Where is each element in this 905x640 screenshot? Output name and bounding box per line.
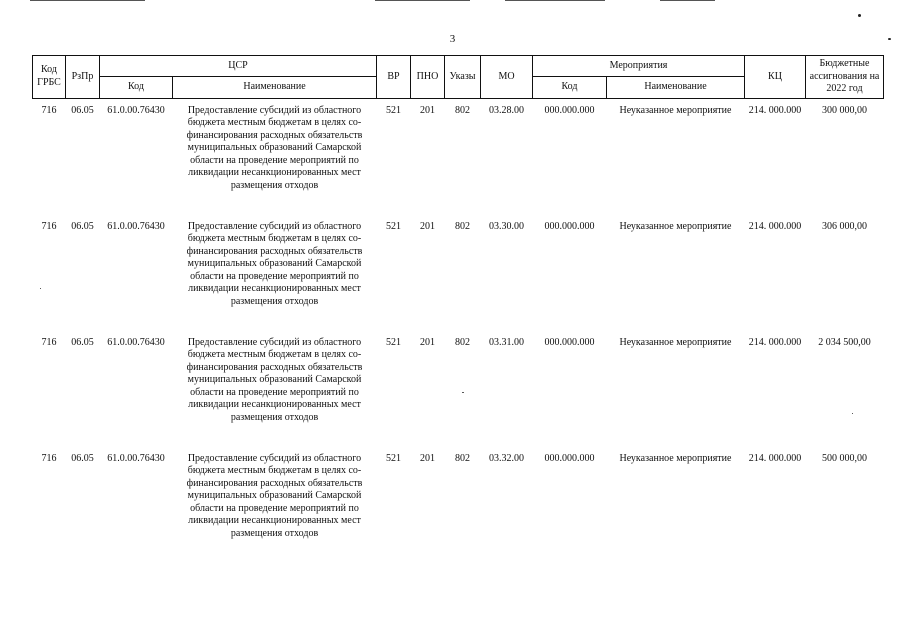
col-header-kod-grbs: Код ГРБС — [33, 56, 66, 99]
cell-kc: 214. 000.000 — [748, 104, 802, 116]
cell-rzpr: 06.05 — [71, 104, 94, 116]
cell-pno: 201 — [420, 336, 435, 348]
col-header-ukazy: Указы — [445, 56, 481, 99]
cell-mer-name: Неуказанное мероприятие — [619, 336, 732, 348]
cell-ukaz: 802 — [455, 220, 470, 232]
cell-grbs: 716 — [41, 336, 57, 348]
col-header-pno: ПНО — [411, 56, 445, 99]
table-row — [33, 215, 884, 331]
cell-vr: 521 — [386, 336, 401, 348]
cell-mer-kod: 000.000.000 — [544, 336, 595, 348]
cell-amount: 500 000,00 — [822, 452, 867, 464]
cell-csr: 61.0.00.76430 — [107, 452, 165, 464]
cell-rzpr: 06.05 — [71, 336, 94, 348]
cell-mer-name: Неуказанное мероприятие — [619, 452, 732, 464]
col-header-mo: МО — [481, 56, 533, 99]
cell-csr: 61.0.00.76430 — [107, 220, 165, 232]
cell-ukaz: 802 — [455, 104, 470, 116]
cell-vr: 521 — [386, 220, 401, 232]
cell-grbs: 716 — [41, 452, 57, 464]
budget-table — [32, 55, 884, 563]
cell-name: Предоставление субсидий из областного бюджета местным бюджетам в целях со-финансирования расходных обязательств муниципальных образований Самарской области на проведение мероприятий по ликвидации несанкционированных мест размещения отходов — [186, 104, 363, 191]
cell-pno: 201 — [420, 220, 435, 232]
table-row — [33, 447, 884, 563]
cell-mer-kod: 000.000.000 — [544, 104, 595, 116]
cell-grbs: 716 — [41, 220, 57, 232]
cell-mer-name: Неуказанное мероприятие — [619, 220, 732, 232]
col-header-vr: ВР — [377, 56, 411, 99]
table-row — [33, 331, 884, 447]
cell-mer-kod: 000.000.000 — [544, 220, 595, 232]
cell-kc: 214. 000.000 — [748, 336, 802, 348]
page-number: 3 — [449, 33, 456, 45]
cell-rzpr: 06.05 — [71, 452, 94, 464]
scan-edge-line — [30, 0, 145, 1]
cell-csr: 61.0.00.76430 — [107, 336, 165, 348]
cell-name: Предоставление субсидий из областного бюджета местным бюджетам в целях со-финансирования расходных обязательств муниципальных образований Самарской области на проведение мероприятий по ликвидации несанкционированных мест размещения отходов — [186, 336, 363, 423]
cell-mo: 03.31.00 — [489, 336, 524, 348]
col-header-kc: КЦ — [745, 56, 806, 99]
cell-grbs: 716 — [41, 104, 57, 116]
scan-edge-line — [375, 0, 470, 1]
cell-kc: 214. 000.000 — [748, 220, 802, 232]
col-header-meropriyatiya: Мероприятия — [533, 56, 745, 77]
table-row — [33, 98, 884, 215]
cell-mo: 03.32.00 — [489, 452, 524, 464]
cell-vr: 521 — [386, 452, 401, 464]
cell-mo: 03.28.00 — [489, 104, 524, 116]
cell-pno: 201 — [420, 452, 435, 464]
cell-rzpr: 06.05 — [71, 220, 94, 232]
cell-kc: 214. 000.000 — [748, 452, 802, 464]
cell-mo: 03.30.00 — [489, 220, 524, 232]
col-header-mer-kod: Код — [533, 77, 607, 98]
scan-edge-line — [505, 0, 605, 1]
col-header-csr-kod: Код — [100, 77, 173, 98]
cell-amount: 306 000,00 — [822, 220, 867, 232]
cell-mer-name: Неуказанное мероприятие — [619, 104, 732, 116]
cell-csr: 61.0.00.76430 — [107, 104, 165, 116]
cell-name: Предоставление субсидий из областного бюджета местным бюджетам в целях со-финансирования расходных обязательств муниципальных образований Самарской области на проведение мероприятий по ликвидации несанкционированных мест размещения отходов — [186, 452, 363, 539]
cell-vr: 521 — [386, 104, 401, 116]
col-header-rzpr: РзПр — [66, 56, 100, 99]
cell-name: Предоставление субсидий из областного бюджета местным бюджетам в целях со-финансирования расходных обязательств муниципальных образований Самарской области на проведение мероприятий по ликвидации несанкционированных мест размещения отходов — [186, 220, 363, 307]
col-header-assignments: Бюджетные ассигнования на 2022 год — [806, 56, 884, 99]
cell-amount: 2 034 500,00 — [818, 336, 871, 348]
scan-edge-line — [660, 0, 715, 1]
cell-mer-kod: 000.000.000 — [544, 452, 595, 464]
cell-pno: 201 — [420, 104, 435, 116]
col-header-csr: ЦСР — [100, 56, 377, 77]
scan-speck — [858, 14, 861, 17]
col-header-csr-name: Наименование — [173, 77, 377, 98]
cell-ukaz: 802 — [455, 452, 470, 464]
cell-ukaz: 802 — [455, 336, 470, 348]
cell-amount: 300 000,00 — [822, 104, 867, 116]
col-header-mer-name: Наименование — [607, 77, 745, 98]
